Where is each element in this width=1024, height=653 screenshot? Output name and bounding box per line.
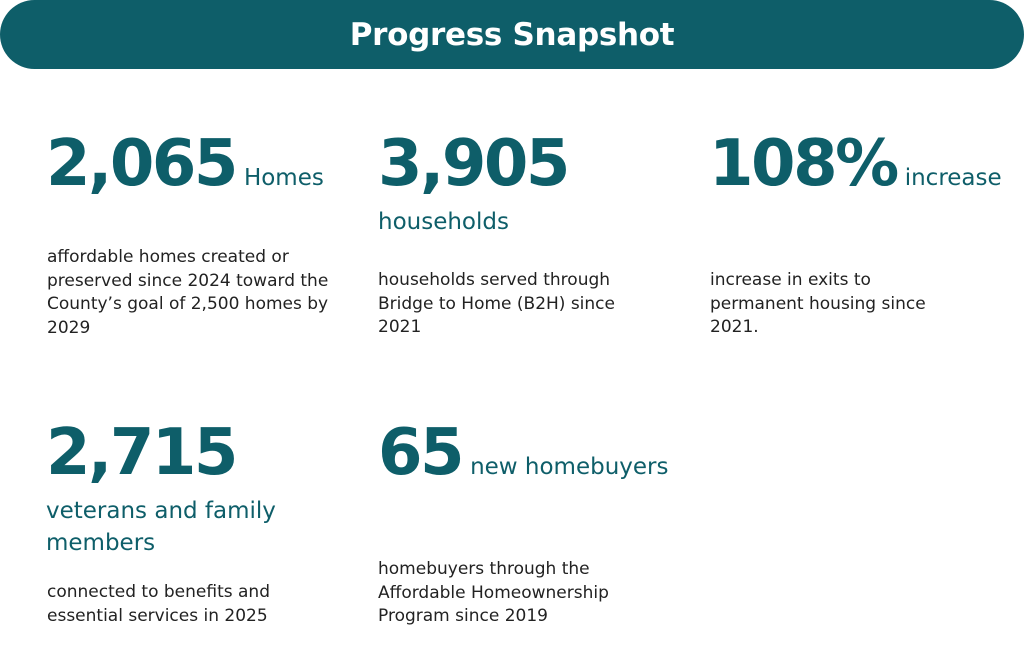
header-banner <box>0 0 1024 69</box>
stat-unit: Homes <box>243 165 324 191</box>
stat-description: increase in exits to permanent housing since 2021. <box>710 270 926 337</box>
stat-description: homebuyers through the Affordable Homeownership Program since 2019 <box>378 559 609 626</box>
stat-unit-line-2: members <box>46 530 156 556</box>
stat-description: connected to benefits and essential services in 2025 <box>47 582 270 626</box>
stat-households <box>378 127 568 238</box>
stat-description: households served through Bridge to Home (B2H) since 2021 <box>378 270 615 337</box>
stat-number: 2,065 <box>46 127 236 201</box>
stat-unit: households <box>378 209 509 235</box>
stat-homes <box>46 127 324 201</box>
stat-number: 2,715 <box>46 416 236 490</box>
stat-unit: new homebuyers <box>470 454 669 480</box>
stat-veterans <box>46 416 276 559</box>
stat-description: affordable homes created or preserved since 2024 toward the County’s goal of 2,500 homes by 2029 <box>47 247 329 338</box>
stat-unit: increase <box>904 165 1002 191</box>
page-title: Progress Snapshot <box>349 16 675 53</box>
stat-number: 3,905 <box>378 127 568 201</box>
stat-homebuyers <box>378 416 669 490</box>
stat-number: 108% <box>709 127 897 201</box>
stat-number: 65 <box>378 416 463 490</box>
stat-increase <box>709 127 1002 201</box>
stat-unit-line-1: veterans and family <box>46 498 276 524</box>
